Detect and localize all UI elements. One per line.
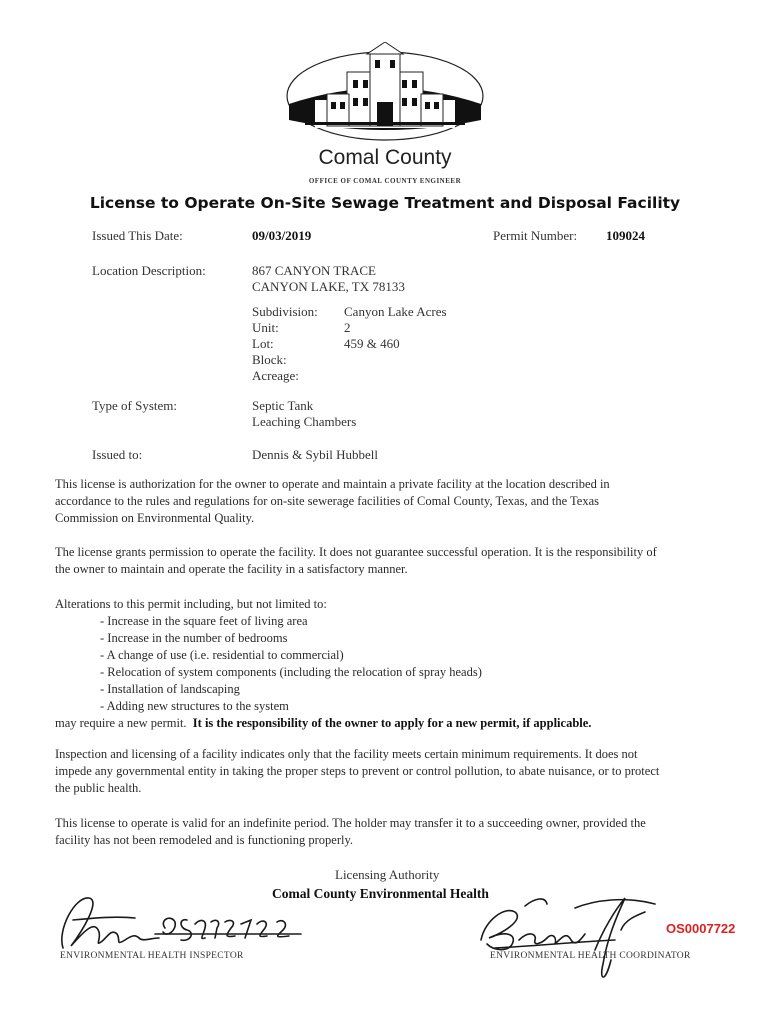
- list-item: - A change of use (i.e. residential to commercial): [100, 647, 665, 664]
- list-item: - Relocation of system components (including the relocation of spray heads): [100, 664, 665, 681]
- alterations-list: [55, 613, 665, 715]
- list-item: - Increase in the square feet of living area: [100, 613, 665, 630]
- address-line-2: CANYON LAKE, TX 78133: [252, 279, 405, 294]
- office-line: OFFICE OF COMAL COUNTY ENGINEER: [308, 177, 462, 185]
- inspector-caption: ENVIRONMENTAL HEALTH INSPECTOR: [60, 951, 244, 961]
- lot-label: Lot:: [252, 336, 274, 351]
- unit-label: Unit:: [252, 320, 279, 335]
- courthouse-logo: [285, 42, 485, 142]
- inspection-paragraph: Inspection and licensing of a facility indicates only that the facility meets certain minimum requirements. It does not impede any governmental entity in taking the proper steps to prevent or control pollution, to abate nuisance, or to protect the public health.: [55, 747, 660, 795]
- validity-paragraph: This license to operate is valid for an indefinite period. The holder may transfer it to a succeeding owner, provided the facility has not been remodeled and is functioning properly.: [55, 816, 646, 847]
- document-title: License to Operate On-Site Sewage Treatment and Disposal Facility: [89, 194, 681, 212]
- system-type-line-1: Septic Tank: [252, 398, 314, 413]
- licensing-authority-label: Licensing Authority: [335, 867, 440, 882]
- block-label: Block:: [252, 352, 287, 367]
- inspector-signature: [55, 890, 325, 960]
- issued-date-value: 09/03/2019: [252, 228, 312, 243]
- list-item: - Increase in the number of bedrooms: [100, 630, 665, 647]
- authorization-paragraph: This license is authorization for the owner to operate and maintain a private facility at the location described in accordance to the rules and regulations for on-site sewerage facilities of Comal County, Texas, and the Texas Commission on Environmental Quality.: [55, 477, 610, 525]
- list-item: - Installation of landscaping: [100, 681, 665, 698]
- acreage-label: Acreage:: [252, 368, 299, 383]
- coordinator-license-number: OS0007722: [666, 921, 736, 936]
- coordinator-signature: [475, 890, 665, 985]
- system-type-line-2: Leaching Chambers: [252, 414, 357, 429]
- alterations-intro: Alterations to this permit including, but not limited to:: [55, 597, 327, 611]
- alterations-section: [55, 596, 665, 732]
- permit-number-value: 109024: [606, 228, 645, 243]
- responsibility-paragraph: The license grants permission to operate the facility. It does not guarantee successful operation. It is the responsibility of the owner to maintain and operate the facility in a satisfactory manner.: [55, 545, 657, 576]
- coordinator-caption: ENVIRONMENTAL HEALTH COORDINATOR: [490, 951, 691, 961]
- county-name: Comal County: [318, 146, 452, 169]
- location-label: Location Description:: [92, 263, 206, 278]
- permit-number-label: Permit Number:: [493, 228, 578, 243]
- alterations-closing-bold: It is the responsibility of the owner to apply for a new permit, if applicable.: [192, 716, 592, 730]
- lot-value: 459 & 460: [344, 336, 400, 351]
- issued-date-label: Issued This Date:: [92, 228, 183, 243]
- address-line-1: 867 CANYON TRACE: [252, 263, 376, 278]
- issued-to-label: Issued to:: [92, 447, 143, 462]
- list-item: - Adding new structures to the system: [100, 698, 665, 715]
- subdivision-label: Subdivision:: [252, 304, 318, 319]
- alterations-closing: may require a new permit.: [55, 716, 187, 730]
- subdivision-value: Canyon Lake Acres: [344, 304, 447, 319]
- unit-value: 2: [344, 320, 351, 335]
- issued-to-value: Dennis & Sybil Hubbell: [252, 447, 379, 462]
- system-type-label: Type of System:: [92, 398, 178, 413]
- licensing-authority-name: Comal County Environmental Health: [272, 886, 489, 901]
